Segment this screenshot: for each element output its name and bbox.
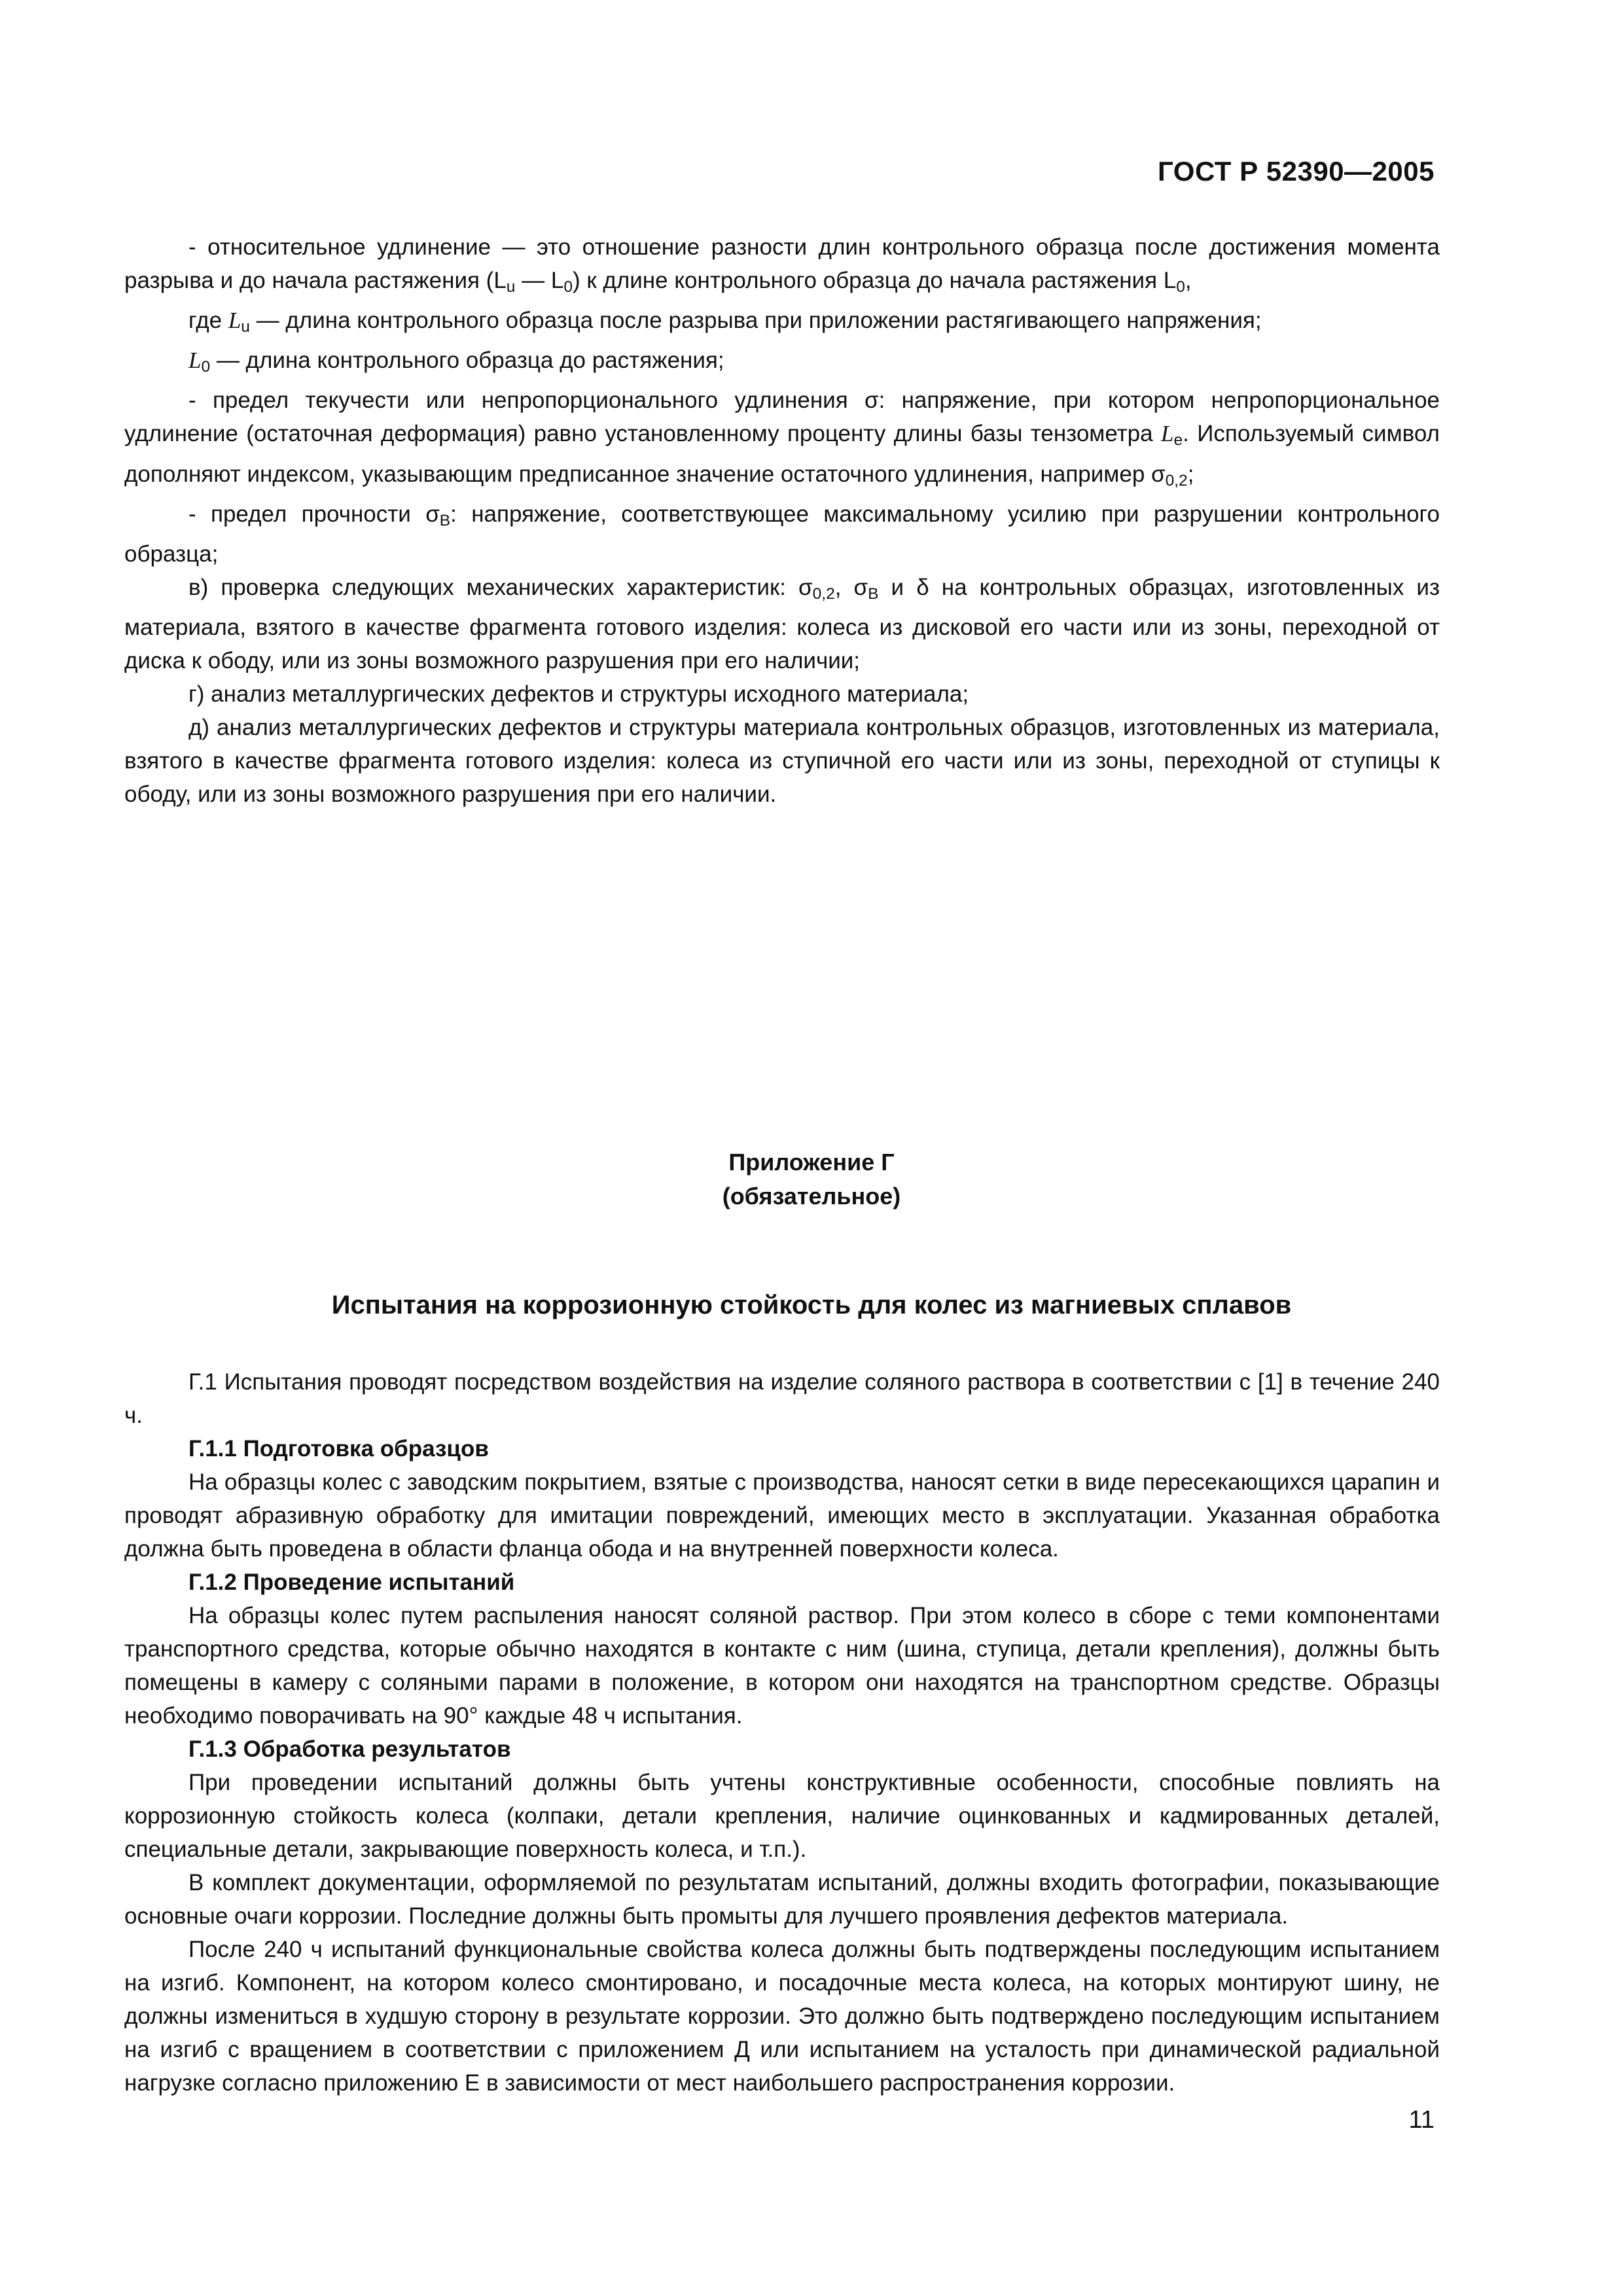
item-g: г) анализ металлургических дефектов и структуры исходного материала; xyxy=(188,681,969,707)
item-d: д) анализ металлургических дефектов и структуры материала контрольных образцов, изготовленных из материала, взятого в качестве фрагмента готового изделия: колеса из ступичной его части или из зоны, переходной от ступицы к ободу, или из зоны возможного разрушения при его наличии. xyxy=(124,714,1440,807)
appendix-title: Приложение Г xyxy=(728,1149,895,1175)
clause-g13-text-3: После 240 ч испытаний функциональные свойства колеса должны быть подтверждены последующим испытанием на изгиб. Компонент, на котором колесо смонтировано, и посадочные места колеса, на которых монтируют шину, не должны измениться в худшую сторону в результате коррозии. Это должно быть подтверждено последующим испытанием на изгиб с вращением в соответствии с приложением Д или испытанием на усталость при динамической радиальной нагрузке согласно приложению Е в зависимости от мест наибольшего распространения коррозии. xyxy=(124,1937,1440,2096)
clause-g13-heading: Г.1.3 Обработка результатов xyxy=(188,1736,511,1762)
clause-g11-heading: Г.1.1 Подготовка образцов xyxy=(188,1436,489,1462)
yield-strength-definition: - предел текучести или непропорционального удлинения σ: напряжение, при котором непропорциональное удлинение (остаточная деформация) равно установленному проценту длины базы тензометра $L_e$. Используемый символ дополняют индексом, указывающим предписанное значение остаточного удлинения, например $\sigma_{0,2}$; xyxy=(124,387,1440,490)
page-number: 11 xyxy=(1408,2106,1435,2134)
document-id-header: ГОСТ Р 52390—2005 xyxy=(1158,156,1435,187)
clause-g12-text: На образцы колес путем распыления наносят соляной раствор. При этом колесо в сборе с теми компонентами транспортного средства, которые обычно находятся в контакте с ним (шина, ступица, детали крепления), должны быть помещены в камеру с соляными парами в положение, в котором они находятся на транспортном средстве. Образцы необходимо поворачивать на 90° каждые 48 ч испытания. xyxy=(124,1603,1440,1729)
appendix-kind: (обязательное) xyxy=(722,1183,901,1210)
elongation-definition: - относительное удлинение — это отношение разности длин контрольного образца после достижения момента разрыва и до начала растяжения ($L_u$ — $L_0$) к длине контрольного образца до начала растяжения $L_0$, xyxy=(124,234,1440,296)
clause-g13-text-1: При проведении испытаний должны быть учтены конструктивные особенности, способные повлиять на коррозионную стойкость колеса (колпаки, детали крепления, наличие оцинкованных и кадмированных деталей, специальные детали, закрывающие поверхность колеса, и т.п.). xyxy=(124,1770,1440,1862)
l0-definition: $L_0$ — длина контрольного образца до растяжения; xyxy=(188,348,724,376)
lu-definition: где $L_u$ — длина контрольного образца после разрыва при приложении растягивающего напряжения; xyxy=(188,308,1262,336)
definitions-block xyxy=(124,230,1440,811)
clause-g1: Г.1 Испытания проводят посредством воздействия на изделие соляного раствора в соответствии с [1] в течение 240 ч. xyxy=(124,1369,1440,1428)
tensile-strength-definition: - предел прочности $\sigma_B$: напряжение, соответствующее максимальному усилию при разрушении контрольного образца; xyxy=(124,501,1440,567)
clause-g12-heading: Г.1.2 Проведение испытаний xyxy=(188,1570,515,1595)
clause-g13-text-2: В комплект документации, оформляемой по результатам испытаний, должны входить фотографии, показывающие основные очаги коррозии. Последние должны быть промыты для лучшего проявления дефектов материала. xyxy=(124,1870,1440,1929)
item-v: в) проверка следующих механических характеристик: $\sigma_{0,2}$, $\sigma_B$ и δ на контрольных образцах, изготовленных из материала, взятого в качестве фрагмента готового изделия: колеса из дисковой его части или из зоны, переходной от диска к ободу, или из зоны возможного разрушения при его наличии; xyxy=(124,574,1440,673)
section-title: Испытания на коррозионную стойкость для колес из магниевых сплавов xyxy=(331,1291,1292,1319)
clause-g11-text: На образцы колес с заводским покрытием, взятые с производства, наносят сетки в виде пересекающихся царапин и проводят абразивную обработку для имитации повреждений, имеющих место в эксплуатации. Указанная обработка должна быть проведена в области фланца обода и на внутренней поверхности колеса. xyxy=(124,1469,1440,1562)
appendix-body xyxy=(124,1365,1440,2100)
